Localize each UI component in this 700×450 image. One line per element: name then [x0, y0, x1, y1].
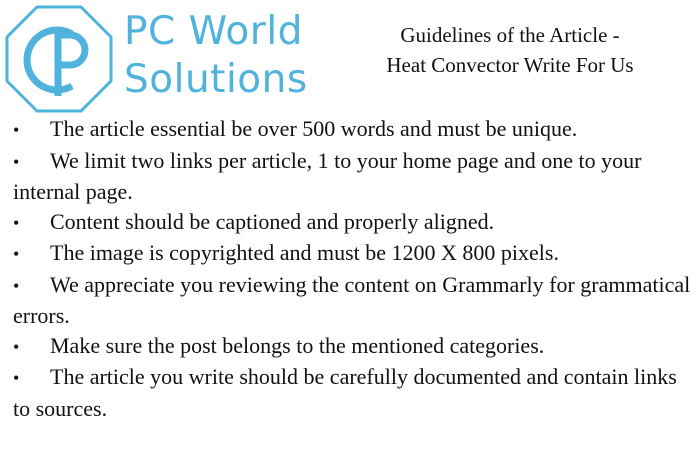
- guideline-text: The image is copyrighted and must be 1200 X 800 pixels.: [50, 240, 559, 265]
- guideline-item: [13, 238, 693, 270]
- bullet-icon: •: [13, 244, 20, 264]
- guideline-text: We appreciate you reviewing the content on Grammarly for grammatical errors.: [13, 271, 691, 328]
- brand-line-1: PC World: [124, 9, 303, 54]
- guideline-item: [13, 270, 693, 331]
- guideline-text: The article essential be over 500 words and must be unique.: [50, 116, 578, 141]
- heading-line-1: Guidelines of the Article -: [400, 23, 620, 47]
- bullet-icon: •: [13, 151, 20, 172]
- guideline-item: [13, 146, 693, 207]
- guideline-item: [13, 331, 693, 363]
- guideline-text: The article you write should be carefully documented and contain links to sources.: [13, 364, 677, 421]
- guideline-item: [13, 114, 693, 146]
- guideline-text: Content should be captioned and properly aligned.: [50, 208, 495, 234]
- article-heading: [360, 20, 660, 80]
- guideline-text: Make sure the post belongs to the mentioned categories.: [50, 332, 545, 358]
- guideline-item: [13, 362, 693, 423]
- bullet-icon: •: [13, 275, 20, 296]
- guideline-text: We limit two links per article, 1 to your home page and one to your internal page.: [13, 147, 642, 204]
- guidelines-list: [13, 114, 693, 423]
- brand-line-2: Solutions: [124, 57, 308, 102]
- brand-wordmark: [124, 9, 308, 102]
- pc-world-logo-icon: [4, 4, 114, 114]
- heading-line-2: Heat Convector Write For Us: [386, 53, 634, 77]
- bullet-icon: •: [13, 368, 20, 388]
- guideline-item: [13, 207, 693, 239]
- bullet-icon: •: [13, 120, 20, 140]
- bullet-icon: •: [13, 212, 20, 233]
- bullet-icon: •: [13, 336, 20, 357]
